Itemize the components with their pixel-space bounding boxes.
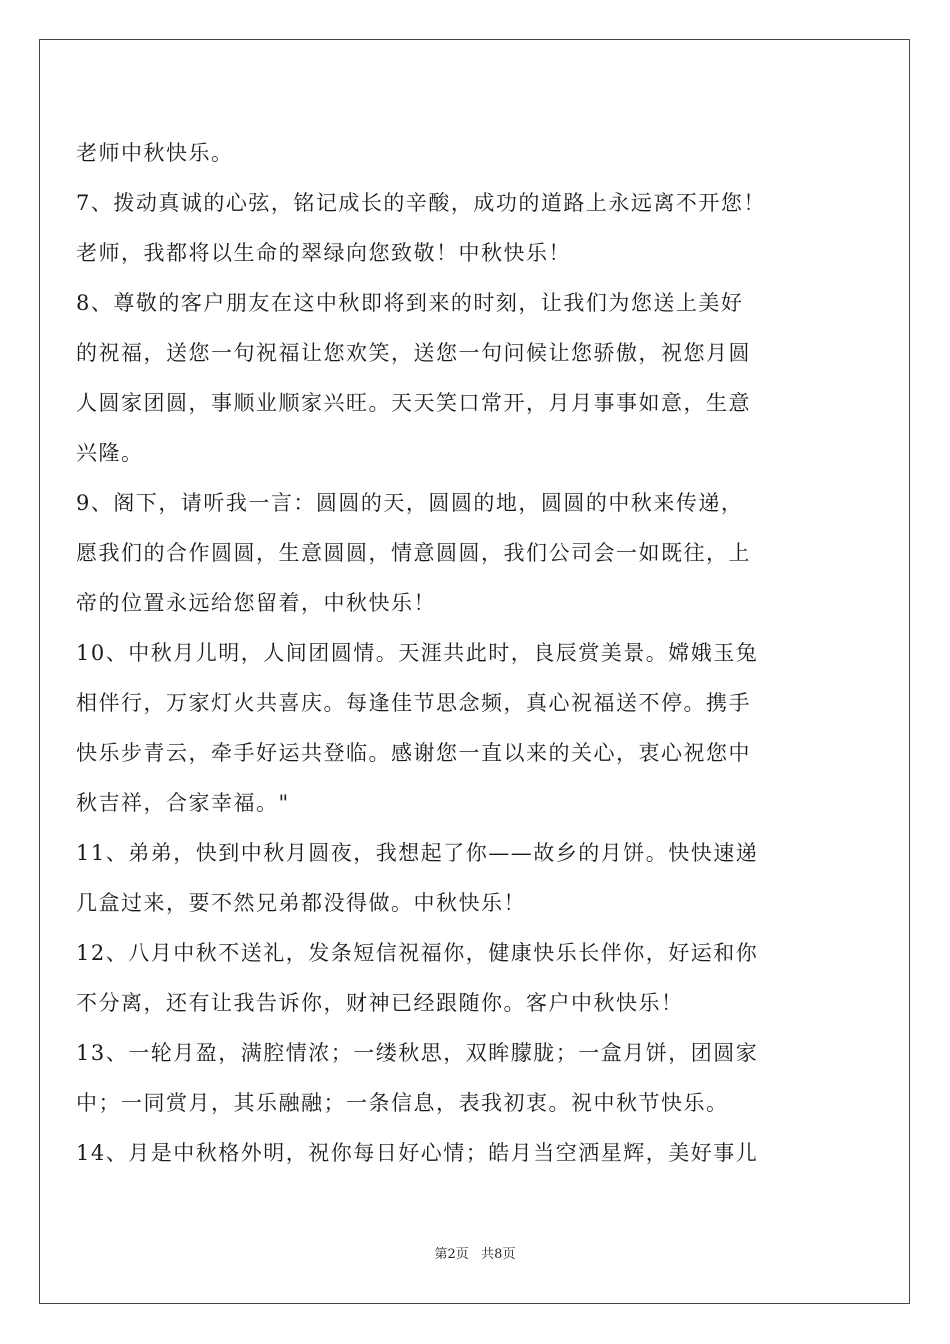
text-line: 10、中秋月儿明，人间团圆情。天涯共此时，良辰赏美景。嫦娥玉兔 [76,641,759,665]
text-line: 老师中秋快乐。 [76,141,234,165]
text-line: 老师，我都将以生命的翠绿向您致敬！中秋快乐！ [76,241,571,265]
text-line: 快乐步青云，牵手好运共登临。感谢您一直以来的关心，衷心祝您中 [76,741,751,765]
text-line: 的祝福，送您一句祝福让您欢笑，送您一句问候让您骄傲，祝您月圆 [76,341,751,365]
text-line: 愿我们的合作圆圆，生意圆圆，情意圆圆，我们公司会一如既往，上 [76,541,751,565]
text-line: 中；一同赏月，其乐融融；一条信息，表我初衷。祝中秋节快乐。 [76,1091,729,1115]
text-line: 秋吉祥，合家幸福。" [76,791,290,815]
text-line: 不分离，还有让我告诉你，财神已经跟随你。客户中秋快乐！ [76,991,684,1015]
text-line: 几盒过来，要不然兄弟都没得做。中秋快乐！ [76,891,526,915]
text-line: 13、一轮月盈，满腔情浓；一缕秋思，双眸朦胧；一盒月饼，团圆家 [76,1041,759,1065]
document-body [76,128,876,1178]
text-line: 8、尊敬的客户朋友在这中秋即将到来的时刻，让我们为您送上美好 [76,291,744,315]
text-line: 9、阁下，请听我一言：圆圆的天，圆圆的地，圆圆的中秋来传递， [76,491,744,515]
text-line: 兴隆。 [76,441,144,465]
text-line: 11、弟弟，快到中秋月圆夜，我想起了你——故乡的月饼。快快速递 [76,841,759,865]
text-line: 人圆家团圆，事顺业顺家兴旺。天天笑口常开，月月事事如意，生意 [76,391,751,415]
text-line: 12、八月中秋不送礼，发条短信祝福你，健康快乐长伴你，好运和你 [76,941,759,965]
text-line: 7、拨动真诚的心弦，铭记成长的辛酸，成功的道路上永远离不开您！ [76,191,766,215]
text-line: 帝的位置永远给您留着，中秋快乐！ [76,591,436,615]
text-line: 14、月是中秋格外明，祝你每日好心情；皓月当空洒星辉，美好事儿 [76,1141,759,1165]
text-line: 相伴行，万家灯火共喜庆。每逢佳节思念频，真心祝福送不停。携手 [76,691,751,715]
page-number-footer: 第2页 共8页 [434,1247,516,1262]
